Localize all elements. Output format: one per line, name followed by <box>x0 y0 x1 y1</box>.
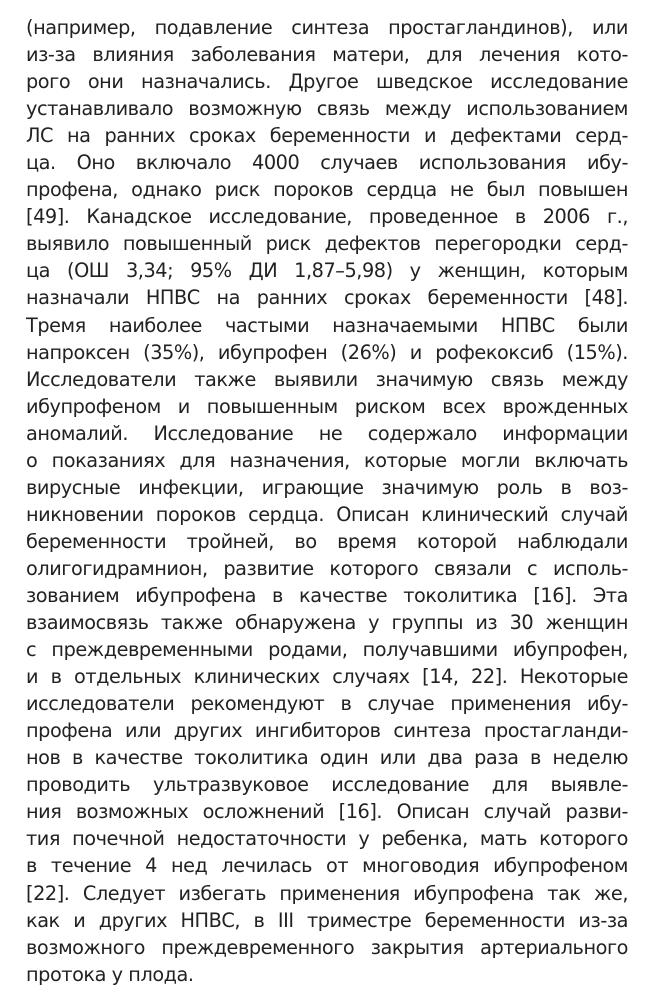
text-line: из-за влияния заболевания матери, для лечения кото- <box>26 43 628 67</box>
text-line: проводить ультразвуковое исследование для выявле- <box>26 773 628 797</box>
text-line: исследователи рекомендуют в случае применения ибу- <box>26 692 628 716</box>
text-line: с преждевременными родами, получавшими ибупрофен, <box>26 638 628 662</box>
text-line: тия почечной недостаточности у ребенка, мать которого <box>26 827 628 851</box>
text-line: взаимосвязь также обнаружена у группы из 30 женщин <box>26 611 628 635</box>
paragraph <box>26 14 628 988</box>
text-line: профена, однако риск пороков сердца не был повышен <box>26 178 628 202</box>
text-line: возможного преждевременного закрытия артериального <box>26 935 628 959</box>
text-line: Тремя наиболее частыми назначаемыми НПВС были <box>26 313 628 337</box>
text-line: устанавливало возможную связь между использованием <box>26 97 628 121</box>
text-line: ца. Оно включало 4000 случаев использования ибу- <box>26 151 628 175</box>
text-line: в течение 4 нед лечилась от многоводия ибупрофеном <box>26 854 628 878</box>
text-line: ния возможных осложнений [16]. Описан случай разви- <box>26 800 628 824</box>
text-line: о показаниях для назначения, которые могли включать <box>26 448 628 472</box>
text-line: [22]. Следует избегать применения ибупрофена так же, <box>26 881 628 905</box>
document-body <box>26 14 628 988</box>
text-line: нов в качестве токолитика один или два раза в неделю <box>26 746 628 770</box>
text-line: аномалий. Исследование не содержало информации <box>26 421 628 445</box>
text-line: вирусные инфекции, играющие значимую роль в воз- <box>26 475 628 499</box>
text-line: ца (ОШ 3,34; 95% ДИ 1,87–5,98) у женщин, которым <box>26 259 628 283</box>
text-line: [49]. Канадское исследование, проведенное в 2006 г., <box>26 205 628 229</box>
text-line: Исследователи также выявили значимую связь между <box>26 367 628 391</box>
text-line: зованием ибупрофена в качестве токолитика [16]. Эта <box>26 583 628 607</box>
text-line: (например, подавление синтеза простагландинов), или <box>26 16 628 39</box>
text-line: протока у плода. <box>26 962 194 986</box>
text-line: профена или других ингибиторов синтеза простагланди- <box>26 719 628 743</box>
text-line: беременности тройней, во время которой наблюдали <box>26 529 628 553</box>
text-line: ибупрофеном и повышенным риском всех врожденных <box>26 394 628 418</box>
text-line: ЛС на ранних сроках беременности и дефектами серд- <box>26 124 628 148</box>
text-line: как и других НПВС, в III триместре беременности из-за <box>26 908 628 932</box>
text-line: олигогидрамнион, развитие которого связали с исполь- <box>26 556 628 580</box>
text-line: и в отдельных клинических случаях [14, 22]. Некоторые <box>26 665 628 689</box>
text-line: никновении пороков сердца. Описан клинический случай <box>26 502 628 526</box>
text-line: рого они назначались. Другое шведское исследование <box>26 70 628 94</box>
text-line: напроксен (35%), ибупрофен (26%) и рофекоксиб (15%). <box>26 340 628 364</box>
text-line: выявило повышенный риск дефектов перегородки серд- <box>26 232 628 256</box>
text-line: назначали НПВС на ранних сроках беременности [48]. <box>26 286 628 310</box>
